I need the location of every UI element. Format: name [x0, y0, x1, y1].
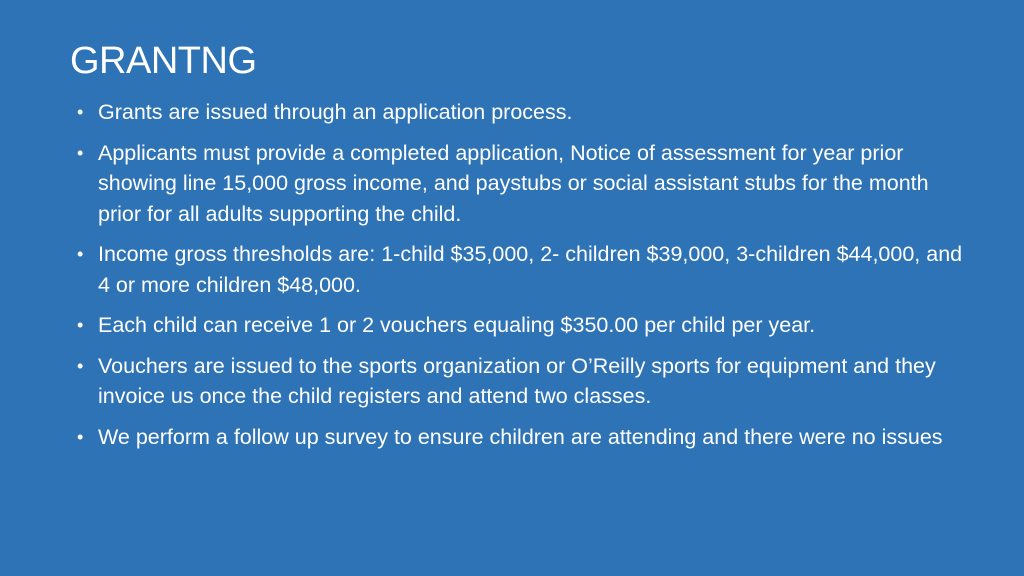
bullet-item: [70, 138, 970, 230]
bullet-text: Grants are issued through an application process.: [98, 100, 573, 124]
bullet-dot-icon: •: [77, 426, 84, 447]
bullet-text: Vouchers are issued to the sports organization or O’Reilly sports for equipment and they invoice us once the child registers and attend two classes.: [98, 353, 936, 408]
bullet-item: [70, 310, 970, 341]
bullet-dot-icon: •: [77, 244, 84, 264]
bullet-item: [70, 422, 970, 453]
bullet-text: Income gross thresholds are: 1-child $35,000, 2- children $39,000, 3-children $44,000, and 4 or more children $48,000.: [98, 242, 963, 297]
slide-title: GRANTNG: [70, 40, 257, 82]
bullet-item: [70, 351, 970, 412]
bullet-text: Applicants must provide a completed application, Notice of assessment for year prior showing line 15,000 gross income, and paystubs or social assistant stubs for the month prior for all adults supporting the child.: [98, 140, 929, 226]
bullet-dot-icon: •: [77, 315, 84, 335]
bullet-item: [70, 239, 970, 300]
bullet-dot-icon: •: [77, 102, 84, 122]
bullet-text: Each child can receive 1 or 2 vouchers equaling $350.00 per child per year.: [98, 313, 816, 337]
bullet-dot-icon: •: [77, 355, 84, 376]
bullet-text: We perform a follow up survey to ensure children are attending and there were no issues: [98, 424, 943, 449]
bullet-list: [70, 97, 970, 462]
bullet-dot-icon: •: [77, 142, 84, 163]
bullet-item: [70, 97, 970, 128]
